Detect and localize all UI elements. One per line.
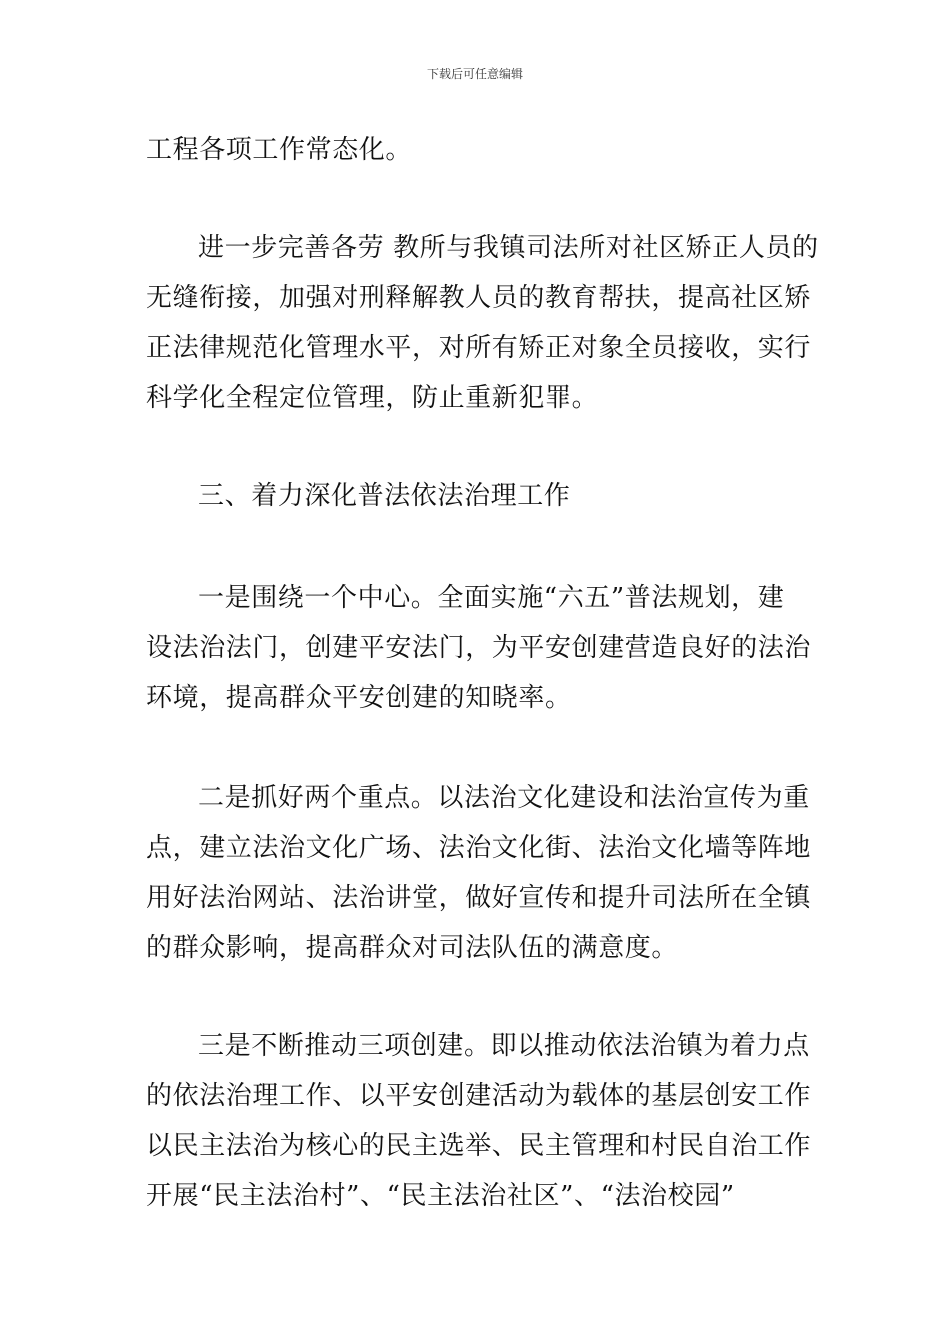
text-line: 设法治法门，创建平安法门，为平安创建营造良好的法治: [146, 633, 812, 663]
text-line: 以民主法治为核心的民主选举、民主管理和村民自治工作: [146, 1131, 812, 1161]
text-line: 点，建立法治文化广场、法治文化街、法治文化墙等阵地: [146, 833, 812, 863]
page-header: 下载后可任意编辑: [426, 67, 523, 81]
paragraph-first-line: 进一步完善各劳 教所与我镇司法所对社区矫正人员的: [198, 233, 819, 263]
text-line: 开展“民主法治村”、“民主法治社区”、“法治校园”: [146, 1181, 735, 1211]
text-line: 环境，提高群众平安创建的知晓率。: [146, 683, 572, 713]
text-line: 的依法治理工作、以平安创建活动为载体的基层创安工作: [146, 1081, 812, 1111]
paragraph-first-line: 一是围绕一个中心。全面实施“六五”普法规划，建: [198, 583, 785, 613]
text-line: 用好法治网站、法治讲堂，做好宣传和提升司法所在全镇: [146, 883, 812, 913]
paragraph-first-line: 二是抓好两个重点。以法治文化建设和法治宣传为重: [198, 783, 810, 813]
text-line: 正法律规范化管理水平，对所有矫正对象全员接收，实行: [146, 333, 812, 363]
text-line: 的群众影响，提高群众对司法队伍的满意度。: [146, 933, 679, 963]
section-heading: 三、着力深化普法依法治理工作: [198, 481, 571, 511]
paragraph-first-line: 三是不断推动三项创建。即以推动依法治镇为着力点: [198, 1031, 810, 1061]
text-line: 科学化全程定位管理，防止重新犯罪。: [146, 383, 599, 413]
text-line: 无缝衔接，加强对刑释解教人员的教育帮扶，提高社区矫: [146, 283, 812, 313]
text-line: 工程各项工作常态化。: [146, 135, 413, 165]
